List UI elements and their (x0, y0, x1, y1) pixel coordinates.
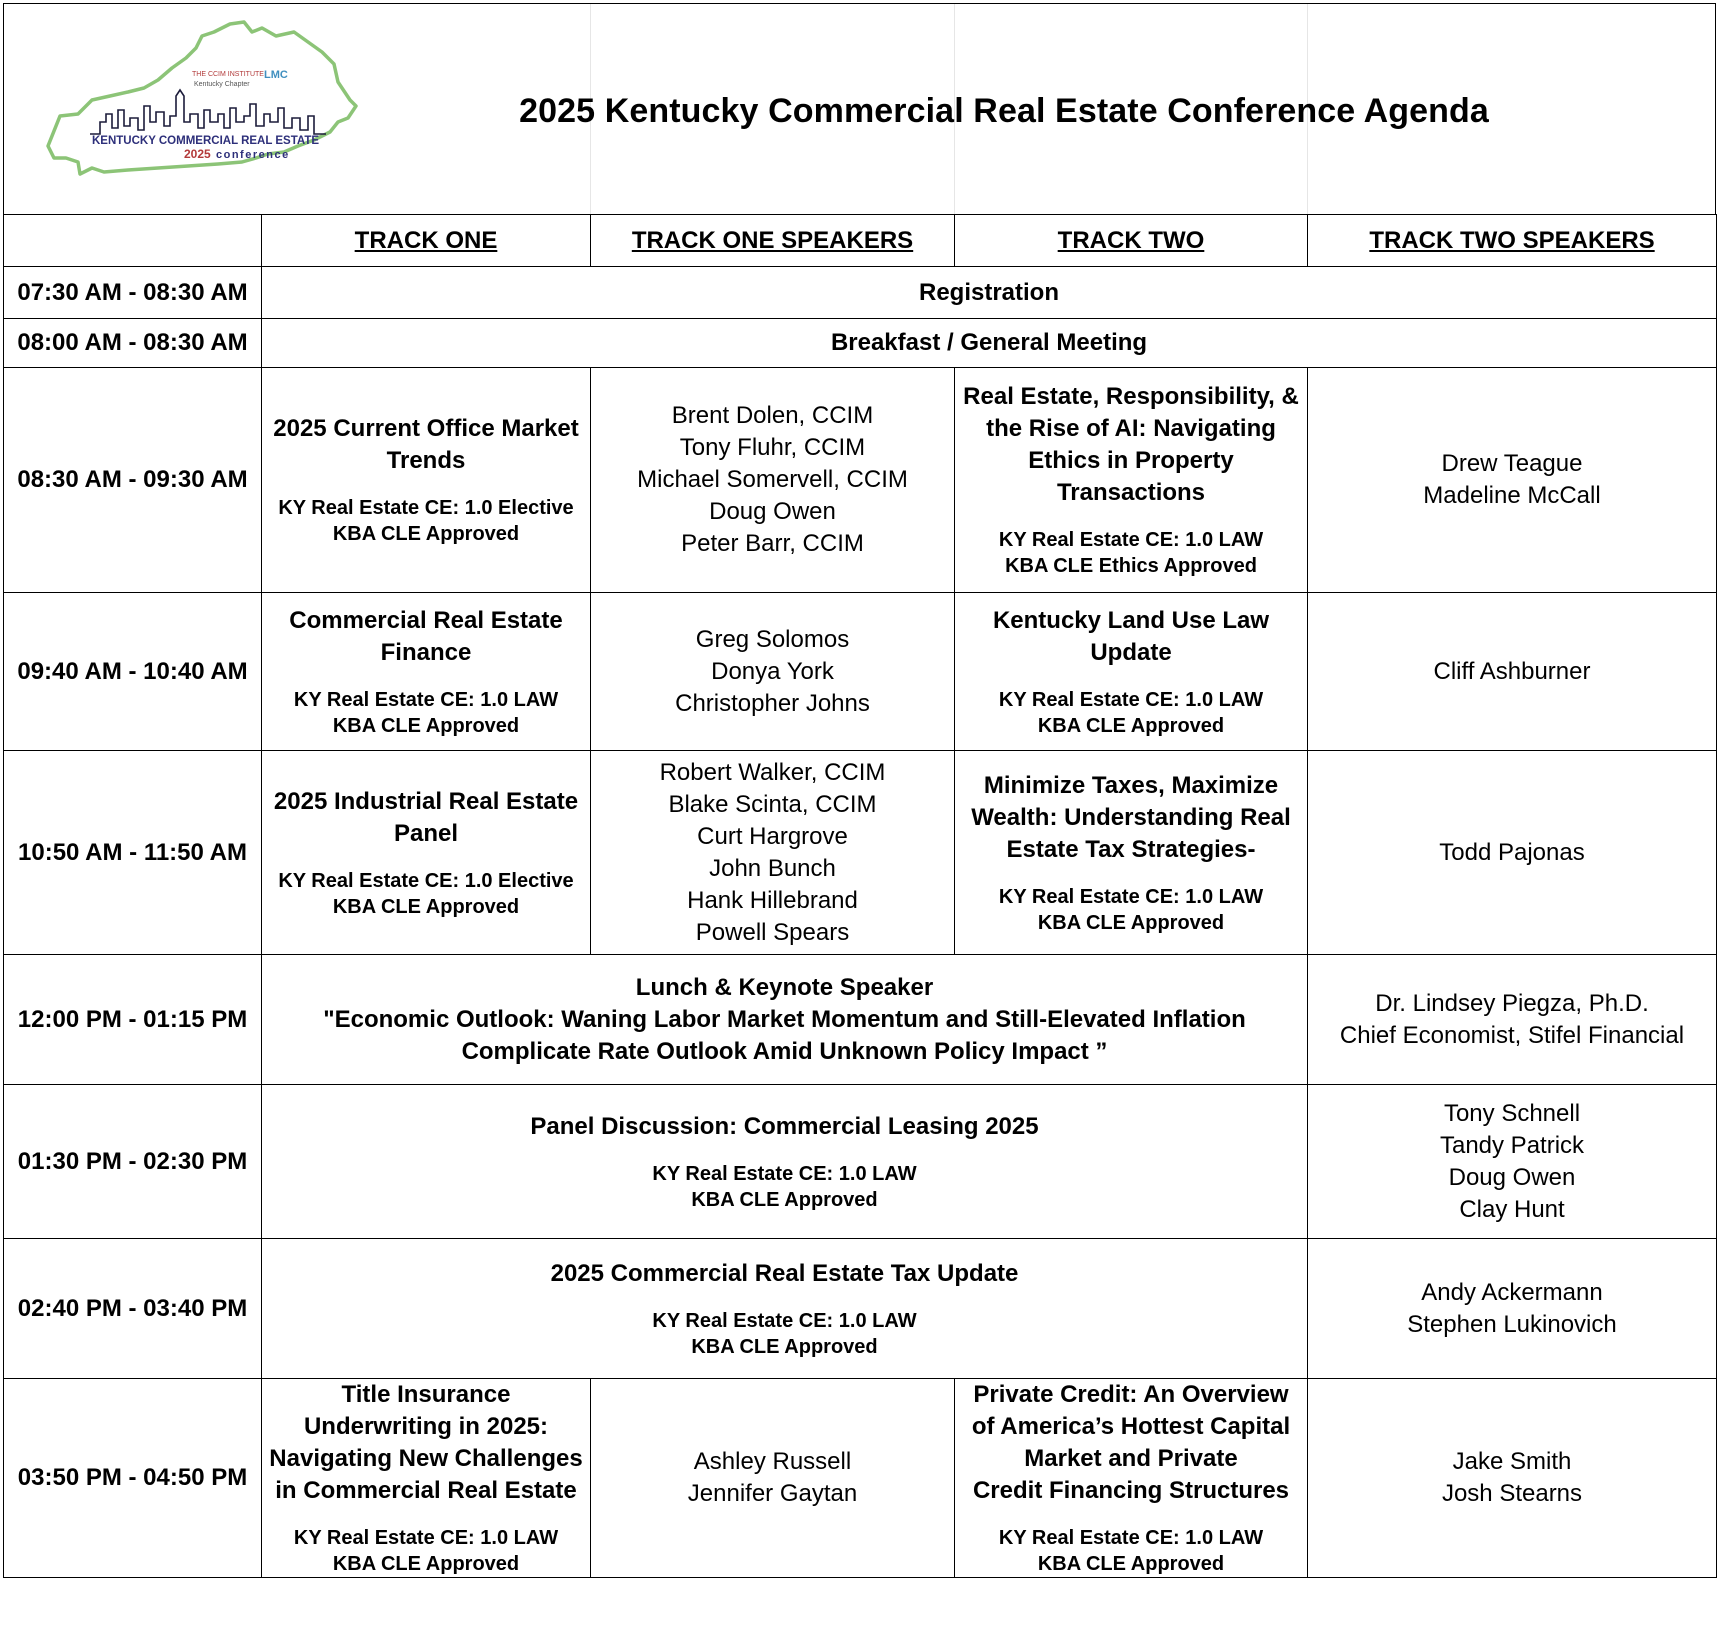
ce-credit-line: KBA CLE Ethics Approved (1005, 555, 1257, 577)
ce-credit-line: KBA CLE Approved (1037, 911, 1225, 934)
agenda-row (4, 267, 1717, 319)
speaker-name-line: John Bunch (709, 854, 836, 882)
track-one-speakers (591, 368, 955, 593)
track-two-speakers (1308, 751, 1717, 955)
speaker-name-line: Donya York (711, 657, 834, 685)
logo-year: 2025 (184, 147, 211, 161)
plenary-session (262, 1085, 1308, 1239)
track-two-session (955, 593, 1308, 751)
session-title-line: 2025 Commercial Real Estate Tax Update (550, 1259, 1019, 1287)
session-title-line: Kentucky Land Use Law (992, 606, 1270, 634)
session-title-line: Commercial Real Estate (289, 606, 563, 634)
logo-event: conference (216, 149, 290, 161)
session-title-line: "Economic Outlook: Waning Labor Market Momentum and Still-Elevated Inflation (323, 1005, 1246, 1033)
logo-name: KENTUCKY COMMERCIAL REAL ESTATE (92, 135, 320, 147)
track-two-session (955, 368, 1308, 593)
speaker-name-line: Chief Economist, Stifel Financial (1339, 1021, 1685, 1049)
time-slot: 01:30 PM - 02:30 PM (4, 1085, 262, 1239)
time-slot: 03:50 PM - 04:50 PM (4, 1379, 262, 1578)
session-title-line: Market and Private (1024, 1445, 1238, 1472)
session-title-line: Panel Discussion: Commercial Leasing 2025 (530, 1112, 1039, 1140)
speaker-name-line: Cliff Ashburner (1433, 657, 1591, 685)
session-title-block (268, 1111, 1301, 1143)
session-title-block (961, 1379, 1301, 1507)
header-row (4, 215, 1717, 267)
session-title-block (268, 1379, 584, 1507)
plenary-session: Registration (262, 267, 1717, 319)
session-title-line: Wealth: Understanding Real (971, 803, 1291, 831)
speaker-name-line: Tandy Patrick (1439, 1131, 1585, 1159)
ce-credit-block (961, 1525, 1301, 1577)
speaker-name-block (1314, 988, 1710, 1052)
ce-credit-line: KY Real Estate CE: 1.0 LAW (652, 1309, 917, 1332)
speaker-name-block (1314, 448, 1710, 512)
speaker-name-line: Greg Solomos (695, 625, 850, 653)
speaker-name-line: Josh Stearns (1441, 1480, 1583, 1507)
session-title-block (268, 413, 584, 477)
speaker-name-block (1314, 1446, 1710, 1510)
session-title-block (961, 770, 1301, 866)
session-title-line: in Commercial Real Estate (275, 1477, 577, 1504)
header-area (3, 3, 1716, 214)
logo-brand: THE CCIM INSTITUTE (192, 71, 264, 78)
track-two-session (955, 1379, 1308, 1578)
speaker-name-block (1314, 1098, 1710, 1226)
ce-credit-line: KY Real Estate CE: 1.0 LAW (652, 1162, 917, 1185)
column-header: TRACK ONE SPEAKERS (591, 215, 955, 267)
session-title-block (268, 972, 1301, 1068)
session-title-line: Panel (393, 819, 459, 847)
speaker-name-block (1314, 656, 1710, 688)
track-two-speakers (1308, 593, 1717, 751)
agenda-table (3, 214, 1717, 1578)
session-title-block (961, 381, 1301, 509)
time-slot: 09:40 AM - 10:40 AM (4, 593, 262, 751)
ce-credit-line: KY Real Estate CE: 1.0 LAW (998, 529, 1264, 551)
speaker-name-line: Tony Schnell (1443, 1099, 1581, 1127)
ce-credit-block (961, 527, 1301, 579)
session-title-line: Update (1090, 638, 1172, 666)
speaker-name-line: Robert Walker, CCIM (659, 758, 886, 786)
session-title-line: Underwriting in 2025: (303, 1413, 549, 1440)
agenda-row (4, 1085, 1717, 1239)
session-title-line: Minimize Taxes, Maximize (983, 771, 1279, 799)
session-title-block (961, 605, 1301, 669)
ce-credit-line: KY Real Estate CE: 1.0 Elective (278, 497, 574, 519)
time-slot: 12:00 PM - 01:15 PM (4, 955, 262, 1085)
track-one-session (262, 1379, 591, 1578)
agenda-row (4, 1379, 1717, 1578)
session-title-line: Finance (380, 638, 472, 666)
ce-credit-line: KBA CLE Approved (332, 714, 520, 737)
ce-credit-line: KY Real Estate CE: 1.0 LAW (293, 688, 559, 711)
speaker-name-line: Todd Pajonas (1439, 838, 1585, 866)
speaker-name-line: Stephen Lukinovich (1407, 1310, 1617, 1338)
conference-logo (38, 18, 388, 188)
session-title-line: 2025 Current Office Market (273, 415, 579, 442)
track-one-session (262, 593, 591, 751)
ce-credit-line: KBA CLE Approved (1037, 714, 1225, 737)
session-title-line: Lunch & Keynote Speaker (635, 973, 934, 1001)
speaker-name-block (1314, 837, 1710, 869)
ce-credit-line: KY Real Estate CE: 1.0 LAW (998, 1527, 1264, 1549)
session-title-line: 2025 Industrial Real Estate (273, 787, 579, 815)
agenda-row (4, 368, 1717, 593)
speaker-name-line: Clay Hunt (1459, 1195, 1565, 1223)
session-title-line: Ethics in Property (1028, 447, 1234, 474)
speaker-name-line: Christopher Johns (675, 689, 870, 717)
column-header: TRACK ONE (262, 215, 591, 267)
ce-credit-line: KY Real Estate CE: 1.0 LAW (293, 1527, 559, 1549)
plenary-session (262, 955, 1308, 1085)
ce-credit-line: KBA CLE Approved (332, 895, 520, 918)
session-title-line: Navigating New Challenges (269, 1445, 583, 1472)
ce-credit-line: KBA CLE Approved (332, 1553, 520, 1575)
ce-credit-block (268, 1308, 1301, 1360)
ce-credit-line: KBA CLE Approved (691, 1335, 878, 1358)
speaker-name-block (597, 624, 948, 720)
session-title-line: Title Insurance (341, 1381, 511, 1408)
speaker-name-line: Brent Dolen, CCIM (671, 402, 874, 429)
ce-credit-line: KBA CLE Approved (1037, 1553, 1225, 1575)
ce-credit-line: KY Real Estate CE: 1.0 Elective (278, 869, 574, 892)
speaker-name-line: Curt Hargrove (697, 822, 848, 850)
agenda-row (4, 751, 1717, 955)
speaker-name-line: Peter Barr, CCIM (681, 530, 864, 557)
logo-chapter: Kentucky Chapter (194, 81, 250, 88)
session-title-line: Private Credit: An Overview (973, 1381, 1289, 1408)
time-slot: 07:30 AM - 08:30 AM (4, 267, 262, 319)
time-slot: 08:00 AM - 08:30 AM (4, 319, 262, 368)
ce-credit-block (268, 495, 584, 547)
ce-credit-block (268, 868, 584, 920)
track-one-speakers (591, 593, 955, 751)
ce-credit-block (268, 1161, 1301, 1213)
track-two-speakers (1308, 1085, 1717, 1239)
speaker-name-line: Blake Scinta, CCIM (668, 790, 877, 818)
speaker-name-line: Powell Spears (695, 918, 850, 946)
column-header: TRACK TWO (955, 215, 1308, 267)
speaker-name-line: Doug Owen (709, 498, 836, 525)
session-title-line: of America’s Hottest Capital (971, 1413, 1291, 1440)
time-slot: 10:50 AM - 11:50 AM (4, 751, 262, 955)
session-title-line: the Rise of AI: Navigating (986, 415, 1276, 442)
track-one-speakers (591, 751, 955, 955)
speaker-name-line: Tony Fluhr, CCIM (679, 434, 866, 461)
header-blank (4, 215, 262, 267)
speaker-name-line: Dr. Lindsey Piegza, Ph.D. (1375, 989, 1649, 1017)
plenary-session (262, 1239, 1308, 1379)
session-title-block (268, 605, 584, 669)
ce-credit-block (268, 1525, 584, 1577)
session-title-block (268, 786, 584, 850)
speaker-name-line: Andy Ackermann (1421, 1278, 1603, 1306)
speaker-name-block (597, 1446, 948, 1510)
skyline-graphic (90, 90, 326, 134)
plenary-session: Breakfast / General Meeting (262, 319, 1717, 368)
logo-partner: LMC (264, 69, 288, 81)
speaker-name-block (597, 400, 948, 560)
ce-credit-block (961, 687, 1301, 739)
speaker-name-line: Madeline McCall (1423, 482, 1601, 509)
session-title-line: Credit Financing Structures (972, 1477, 1290, 1504)
track-two-session (955, 751, 1308, 955)
column-header: TRACK TWO SPEAKERS (1308, 215, 1717, 267)
track-one-speakers (591, 1379, 955, 1578)
time-slot: 08:30 AM - 09:30 AM (4, 368, 262, 593)
session-title-line: Complicate Rate Outlook Amid Unknown Policy Impact ” (461, 1037, 1108, 1065)
session-title-line: Estate Tax Strategies- (1006, 835, 1256, 863)
track-one-session (262, 368, 591, 593)
ce-credit-line: KBA CLE Approved (332, 523, 520, 545)
page-title: 2025 Kentucky Commercial Real Estate Conference Agenda (519, 92, 1489, 130)
speaker-name-line: Ashley Russell (693, 1448, 852, 1475)
agenda-row (4, 593, 1717, 751)
ce-credit-block (268, 687, 584, 739)
time-slot: 02:40 PM - 03:40 PM (4, 1239, 262, 1379)
track-two-speakers (1308, 1239, 1717, 1379)
ce-credit-block (961, 884, 1301, 936)
speaker-name-line: Jennifer Gaytan (687, 1480, 858, 1507)
agenda-row (4, 1239, 1717, 1379)
track-two-speakers (1308, 368, 1717, 593)
ce-credit-line: KBA CLE Approved (691, 1188, 878, 1211)
session-title-block (268, 1258, 1301, 1290)
agenda-row (4, 319, 1717, 368)
speaker-name-block (597, 757, 948, 949)
ce-credit-line: KY Real Estate CE: 1.0 LAW (998, 885, 1264, 908)
agenda-row (4, 955, 1717, 1085)
session-title-line: Trends (386, 447, 466, 474)
track-two-speakers (1308, 1379, 1717, 1578)
ce-credit-line: KY Real Estate CE: 1.0 LAW (998, 688, 1264, 711)
speaker-name-block (1314, 1277, 1710, 1341)
speaker-name-line: Jake Smith (1452, 1448, 1572, 1475)
session-title-line: Real Estate, Responsibility, & (963, 383, 1299, 410)
track-two-speakers (1308, 955, 1717, 1085)
speaker-name-line: Michael Somervell, CCIM (637, 466, 908, 493)
speaker-name-line: Hank Hillebrand (687, 886, 858, 914)
speaker-name-line: Drew Teague (1441, 450, 1583, 477)
track-one-session (262, 751, 591, 955)
speaker-name-line: Doug Owen (1448, 1163, 1576, 1191)
session-title-line: Transactions (1056, 479, 1206, 506)
